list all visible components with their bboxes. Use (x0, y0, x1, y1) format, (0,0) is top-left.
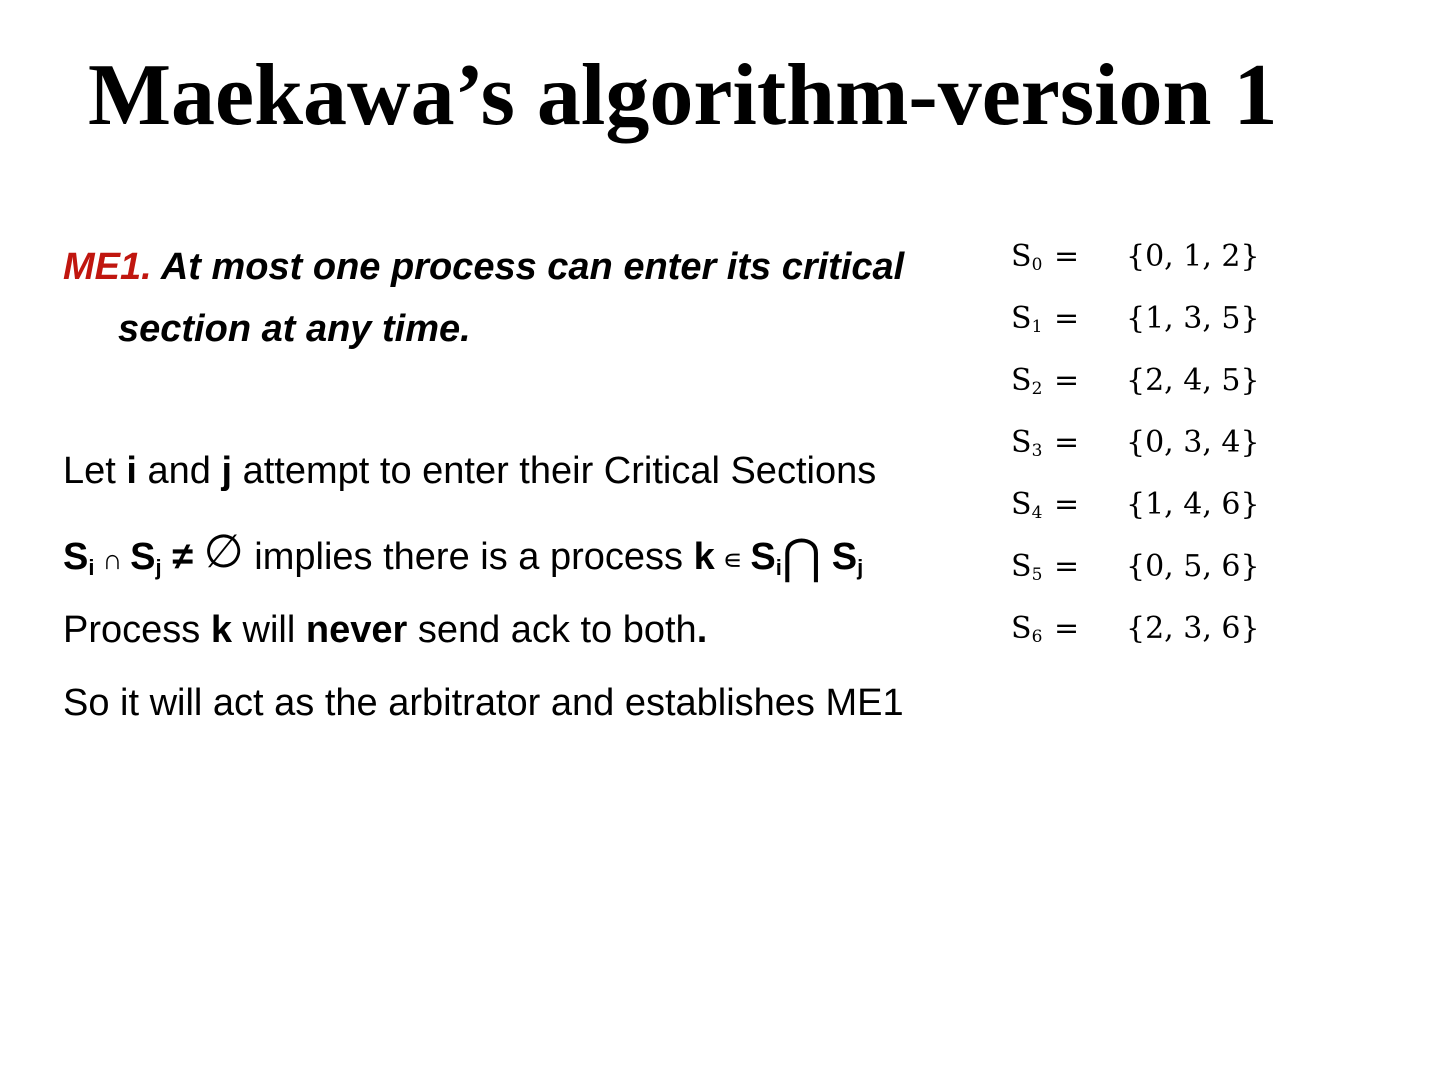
equals-sign: = (1054, 363, 1080, 398)
text-fragment: will (231, 609, 306, 651)
set-name: $S_0$ (1011, 239, 1043, 275)
equals-sign: = (1054, 549, 1080, 584)
set-value: {1, 4, 6} (1126, 487, 1260, 522)
not-equal-symbol: ≠ (161, 536, 204, 578)
set-value: {2, 4, 5} (1126, 363, 1260, 398)
line-process-k (63, 607, 707, 653)
set-symbol: S (750, 536, 776, 578)
set-name: $S_3$ (1011, 425, 1043, 461)
set-name: $S_6$ (1011, 611, 1043, 647)
empty-set-symbol: ∅ (203, 524, 244, 578)
me1-text-line2: section at any time. (118, 308, 471, 350)
equals-sign: = (1054, 239, 1080, 274)
text-fragment: implies there is a process (243, 536, 694, 578)
set-name: $S_5$ (1011, 549, 1043, 585)
var-i: i (126, 450, 137, 492)
intersection-symbol: ∩ (94, 544, 131, 575)
set-symbol: S (63, 536, 89, 578)
set-symbol: S (831, 536, 858, 578)
equals-sign: = (1054, 425, 1080, 460)
text-fragment: and (136, 450, 222, 492)
slide-title: Maekawa’s algorithm-version 1 (88, 47, 1278, 144)
set-name: $S_4$ (1011, 487, 1043, 523)
subscript: j (857, 555, 864, 580)
text-fragment: Let (63, 450, 127, 492)
line-intersection (63, 524, 864, 591)
subscript: i (775, 555, 782, 580)
period: . (696, 609, 708, 651)
big-intersection-symbol: ⋂ (781, 529, 822, 585)
set-symbol: S (130, 536, 156, 578)
var-k: k (693, 536, 715, 578)
set-value: {0, 3, 4} (1126, 425, 1260, 460)
var-k: k (210, 609, 232, 651)
subscript: j (155, 555, 162, 580)
text-fragment: Process (63, 609, 211, 651)
set-name: $S_1$ (1011, 301, 1043, 337)
me1-text-line1: At most one process can enter its critical (160, 246, 905, 288)
line-let-i-j (63, 448, 876, 494)
var-j: j (221, 450, 233, 492)
equals-sign: = (1054, 611, 1080, 646)
text-fragment: send ack to both (407, 609, 697, 651)
emphasis-never: never (305, 609, 408, 651)
me1-tag: ME1. (63, 246, 152, 288)
set-value: {2, 3, 6} (1126, 611, 1260, 646)
line-arbitrator: So it will act as the arbitrator and establishes ME1 (63, 682, 904, 724)
text-fragment: attempt to enter their Critical Sections (232, 450, 877, 492)
element-of-symbol: ∊ (714, 544, 751, 575)
equals-sign: = (1054, 301, 1080, 336)
set-name: $S_2$ (1011, 363, 1043, 399)
set-value: {0, 1, 2} (1126, 239, 1260, 274)
subscript: i (88, 555, 95, 580)
set-value: {0, 5, 6} (1126, 549, 1260, 584)
me1-statement (63, 236, 963, 360)
equals-sign: = (1054, 487, 1080, 522)
set-value: {1, 3, 5} (1126, 301, 1260, 336)
